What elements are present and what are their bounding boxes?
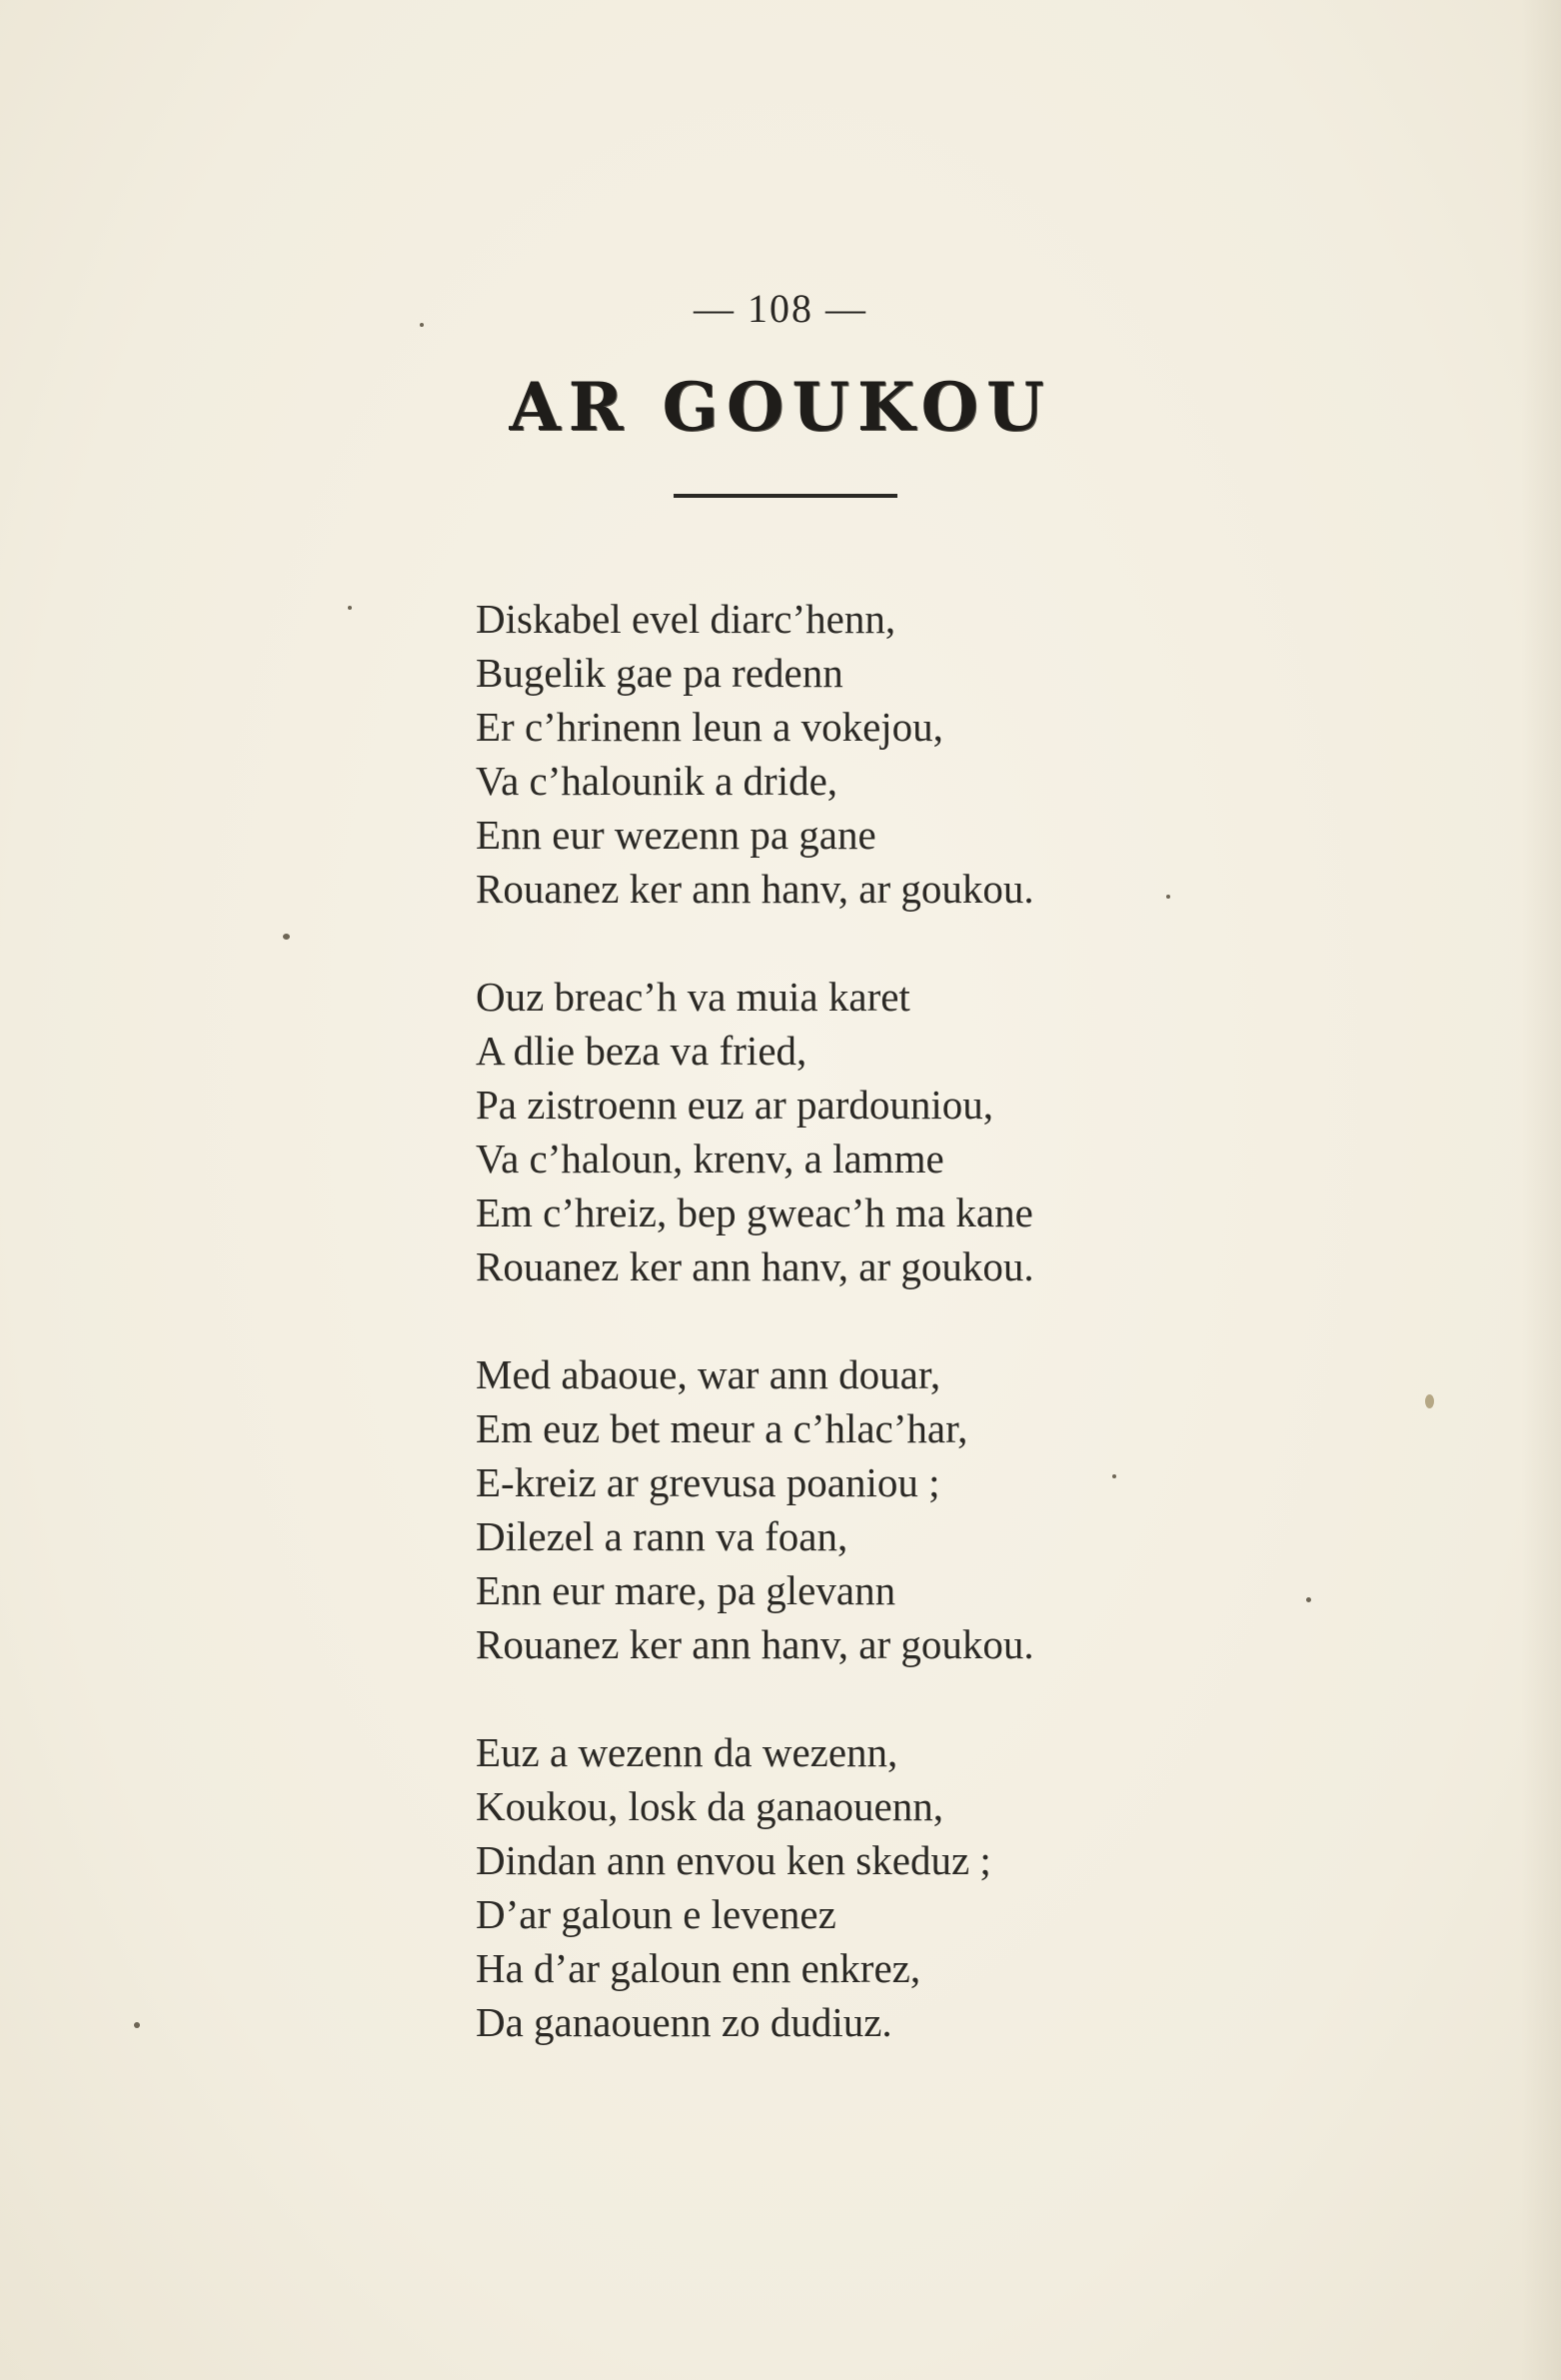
page-number: — 108 — [694,286,867,331]
paper-speck [1112,1474,1116,1478]
poem-body [476,592,1235,2103]
title-rule [674,494,897,498]
paper-speck [1425,1394,1434,1408]
paper-speck [283,934,290,940]
poem-line: D’ar galoun e levenez [476,1891,836,1937]
poem-title: AR GOUKOU [509,368,1052,446]
poem-line: Rouanez ker ann hanv, ar goukou. [476,1621,1034,1667]
paper-speck [134,2022,140,2028]
paper-speck [1166,895,1170,899]
stanza-4 [476,1725,1235,2049]
poem-line: Er c’hrinenn leun a vokejou, [476,704,943,750]
poem-line: Enn eur mare, pa glevann [476,1567,896,1613]
poem-line: Enn eur wezenn pa gane [476,812,876,858]
poem-line: Em c’hreiz, bep gweac’h ma kane [476,1190,1033,1235]
paper-speck [420,323,424,327]
poem-line: Va c’haloun, krenv, a lamme [476,1136,944,1182]
poem-line: Ha d’ar galoun enn enkrez, [476,1945,921,1991]
poem-line: Ouz breac’h va muia karet [476,974,910,1020]
poem-line: Koukou, losk da ganaouenn, [476,1783,943,1829]
poem-line: E-kreiz ar grevusa poaniou ; [476,1459,940,1505]
stanza-2 [476,970,1235,1293]
poem-line: Em euz bet meur a c’hlac’har, [476,1405,968,1451]
poem-line: Med abaoue, war ann douar, [476,1351,941,1397]
poem-line: Va c’halounik a dride, [476,758,838,804]
stanza-3 [476,1347,1235,1671]
poem-line: Dindan ann envou ken skeduz ; [476,1837,991,1883]
stanza-1 [476,592,1235,916]
poem-line: Bugelik gae pa redenn [476,650,843,696]
poem-line: A dlie beza va fried, [476,1028,807,1074]
poem-line: Dilezel a rann va foan, [476,1513,848,1559]
poem-line: Rouanez ker ann hanv, ar goukou. [476,866,1034,912]
paper-speck [1306,1597,1311,1602]
poem-line: Diskabel evel diarc’henn, [476,596,896,642]
poem-line: Pa zistroenn euz ar pardouniou, [476,1082,994,1128]
page-edge-shadow [1521,0,1561,2380]
poem-line: Euz a wezenn da wezenn, [476,1729,898,1775]
paper-speck [348,606,352,610]
poem-line: Rouanez ker ann hanv, ar goukou. [476,1243,1034,1289]
poem-line: Da ganaouenn zo dudiuz. [476,1999,892,2045]
